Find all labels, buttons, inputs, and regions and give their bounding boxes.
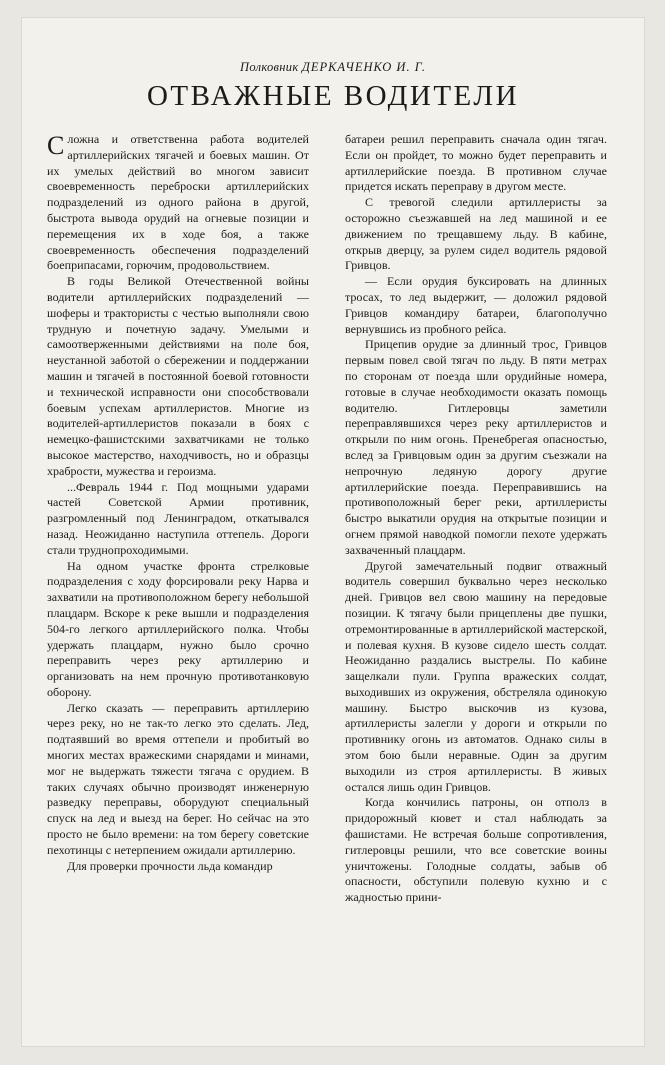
paragraph: — Если орудия буксировать на длинных тросах, то лед выдержит, — доложил рядовой Гривцов командиру батареи, благополучно вернувшись из пробного рейса. [345, 274, 607, 336]
paragraph: С тревогой следили артиллеристы за осторожно съезжавшей на лед машиной и ее движением по трещавшему льду. В кабине, открыв дверцу, за рулем сидел водитель рядовой Гривцов. [345, 195, 607, 273]
paragraph: Для проверки прочности льда командир [67, 858, 273, 873]
byline-name: ДЕРКАЧЕНКО И. Г. [301, 60, 426, 74]
paragraph: Когда кончились патроны, он отполз в придорожный кювет и стал наблюдать за фашистами. Не встречая больше сопротивления, гитлеровцы решили, что все советские воины уничтожены. Голодные солдаты, забыв об опасности, обступили полевую кухню и с жадностью прини- [345, 795, 607, 905]
byline-rank: Полковник [240, 60, 299, 74]
paragraph: батареи решил переправить сначала один тягач. Если он пройдет, то можно будет переправить и артиллерийские поезда. В противном случае придется искать переправу в другом месте. [345, 132, 607, 194]
paragraph: В годы Великой Отечественной войны водители артиллерийских подразделений — шоферы и трактористы с честью выполняли свою трудную и почетную задачу. Умелыми и самоотверженными действиями на поле боя, неустанной заботой о сбережении и поддержании машин и тягачей в постоянной боевой готовности и технической исправности они способствовали боевым успехам артиллеристов. Многие из водителей-артиллеристов показали в боях с немецко-фашистскими захватчиками не только высокое мастерство, находчивость, но и образцы храбрости, мужества и героизма. [47, 274, 309, 478]
paragraph: На одном участке фронта стрелковые подразделения с ходу форсировали реку Нарва и захватили на противоположном берегу небольшой плацдарм. Вскоре к реке вышли и подразделения 504-го легкого артиллерийского полка. Чтобы удержать плацдарм, нужно было срочно переправить через реку артиллерию и организовать на нем прочную противотанковую оборону. [47, 558, 309, 699]
paragraph: ...Февраль 1944 г. Под мощными ударами частей Советской Армии противник, разгромленный под Ленинградом, откатывался назад. Неожиданно наступила оттепель. Дороги стали труднопроходимыми. [47, 479, 309, 557]
paragraph: Легко сказать — переправить артиллерию через реку, но не так-то легко это сделать. Лед, подтаявший во время оттепели и пробитый во многих местах вражескими снарядами и минами, мог не выдержать тяжести тягача с орудием. В таких случаях обычно производят инженерную разведку переправы, оборудуют специальный спуск на лед и выезд на берег. Но сейчас на это просто не было времени: на том берегу советские пехотинцы с нетерпением ожидали артиллерию. [47, 700, 309, 857]
byline [22, 60, 644, 75]
right-column [345, 132, 607, 1032]
paragraph: Прицепив орудие за длинный трос, Гривцов первым повел свой тягач по льду. В пяти метрах по сторонам от поезда шли орудийные номера, готовые в случае необходимости оказать помощь водителю. Гитлеровцы заметили переправлявшихся через реку артиллеристов и открыли по ним огонь. Пренебрегая опасностью, вслед за Гривцовым один за другим съезжали на непрочную ледяную дорогу другие артиллерийские поезда. Переправившись на противоположный берег реки, артиллеристы быстро выкатили орудия на открытые позиции и огнем прямой наводкой помогли пехоте удержать захваченный плацдарм. [345, 337, 607, 557]
paragraph [47, 132, 309, 274]
left-column [47, 132, 309, 1032]
paragraph: Другой замечательный подвиг отважный водитель совершил буквально через несколько дней. Гривцов вел свою машину на передовые позиции. К тягачу были прицеплены две пушки, отремонтированные в артиллерийской мастерской, и полевая кухня. В кузове сидело шесть солдат. Неожиданно раздались выстрелы. По кабине защелкали пули. Группа вражеских солдат, выходивших из окружения, обстреляла одинокую машину. Быстро выскочив из кузова, артиллеристы залегли у дороги и открыли по противнику огонь из автоматов. Однако силы в этом бою были неравные. Один за другим выходили из строя артиллеристы. В живых остался лишь один Гривцов. [345, 558, 607, 794]
article-title: ОТВАЖНЫЕ ВОДИТЕЛИ [146, 80, 520, 112]
paragraph-text: ложна и ответственна работа водителей артиллерийских тягачей и боевых машин. От их умелых действий во многом зависит своевременность переброски артиллерийских подразделений из одного района в другой, быстрота вывода орудий на огневые позиции и перемещения их в ходе боя, а также своевременность обеспечения подразделений боеприпасами, горючим, продовольствием. [47, 132, 309, 273]
article-page [22, 18, 644, 1046]
drop-cap: С [47, 132, 65, 160]
